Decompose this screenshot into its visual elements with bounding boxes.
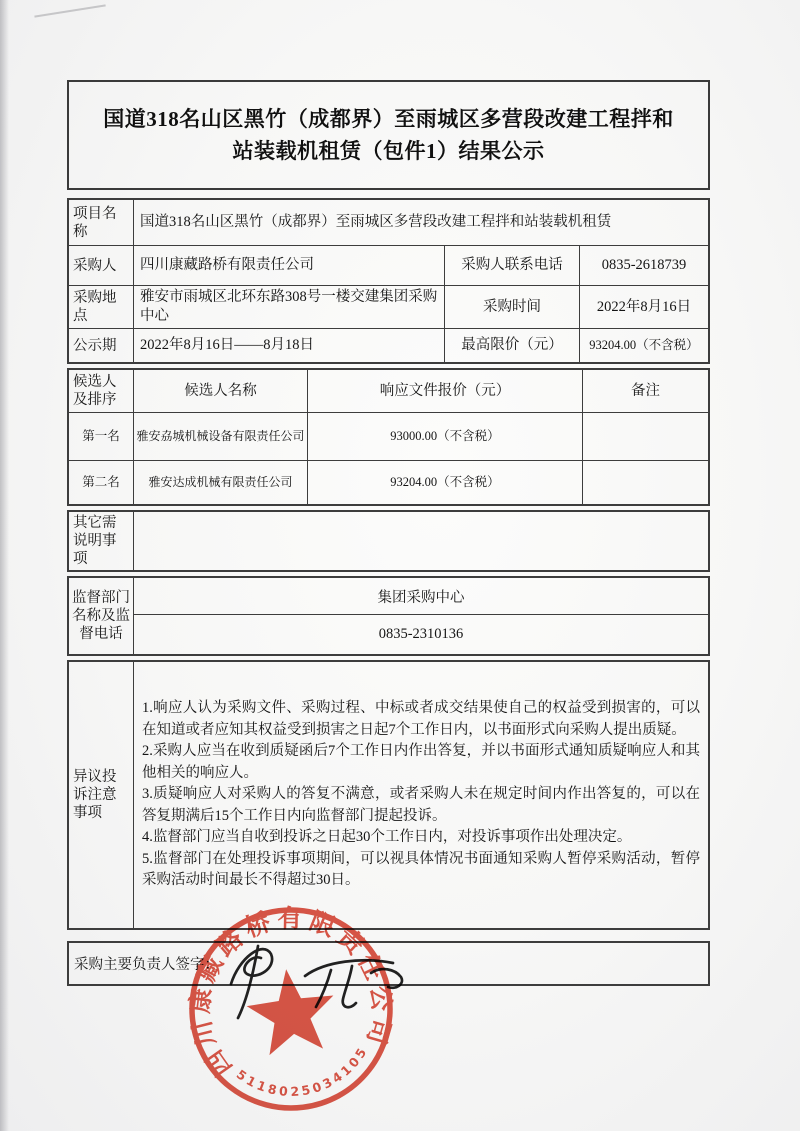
candidates-col-name: 候选人名称 [133, 370, 307, 412]
objection-text-cell [133, 662, 708, 928]
supervision-section [67, 576, 710, 656]
candidates-section [67, 368, 710, 506]
max-price-label: 最高限价（元） [444, 329, 579, 362]
location-value: 雅安市雨城区北环东路308号一楼交建集团采购中心 [133, 286, 444, 328]
candidates-col-note: 备注 [582, 370, 708, 412]
other-notes-label: 其它需说明事项 [73, 515, 117, 567]
objection-item-5: 5.监督部门在处理投诉事项期间，可以视具体情况书面通知采购人暂停采购活动，暂停采购活动时间最长不得超过30日。 [142, 850, 700, 889]
max-price-value: 93204.00（不含税） [579, 329, 708, 362]
candidate-1-note [582, 413, 708, 460]
objection-item-1: 1.响应人认为采购文件、采购过程、中标或者成交结果使自己的权益受到损害的，可以在知道或者应知其权益受到损害之日起7个工作日内，以书面形式向采购人提出质疑。 [142, 700, 700, 738]
svg-text:5118025034105 [231, 1041, 375, 1106]
document-title-box [67, 80, 710, 190]
publicity-period-value: 2022年8月16日——8月18日 [133, 329, 444, 362]
purchase-time-value: 2022年8月16日 [579, 286, 708, 328]
candidates-col-price: 响应文件报价（元） [307, 370, 582, 412]
candidate-1-price: 93000.00（不含税） [307, 413, 582, 460]
candidate-row-2 [69, 460, 708, 504]
objection-item-4: 4.监督部门应当自收到投诉之日起30个工作日内，对投诉事项作出处理决定。 [142, 829, 632, 846]
supervision-phone-value: 0835-2310136 [133, 614, 708, 654]
objection-item-3: 3.质疑响应人对采购人的答复不满意，或者采购人未在规定时间内作出答复的，可以在答复期满后15个工作日内向监督部门提起投诉。 [142, 786, 700, 824]
candidate-row-1 [69, 412, 708, 460]
candidate-2-name: 雅安达成机械有限责任公司 [133, 461, 307, 504]
signature-label: 采购主要负责人签字： [74, 957, 219, 973]
seal-serial-number: 5118025034105 [233, 1042, 371, 1100]
purchaser-phone-label: 采购人联系电话 [444, 246, 579, 285]
other-notes-value [133, 512, 708, 570]
purchaser-value: 四川康藏路桥有限责任公司 [133, 246, 444, 285]
seal-company-text: 四川康藏路桥有限责任公司 [186, 905, 395, 1081]
candidate-2-note [582, 461, 708, 504]
scan-edge-shadow [0, 0, 9, 1131]
purchaser-label: 采购人 [73, 257, 117, 274]
document-title-line2: 站装载机租赁（包件1）结果公示 [232, 139, 545, 163]
candidate-2-price: 93204.00（不含税） [307, 461, 582, 504]
project-name-label: 项目名称 [73, 205, 117, 240]
supervision-label: 监督部门名称及监督电话 [72, 590, 130, 642]
location-label: 采购地点 [73, 290, 117, 324]
candidate-1-rank: 第一名 [82, 429, 120, 443]
document-title-line1: 国道318名山区黑竹（成都界）至雨城区多营段改建工程拌和 [103, 107, 674, 131]
purchaser-phone-value: 0835-2618739 [579, 246, 708, 285]
objection-item-2: 2.采购人应当在收到质疑函后7个工作日内作出答复，并以书面形式通知质疑响应人和其他相关的响应人。 [142, 743, 700, 781]
supervision-dept-value: 集团采购中心 [133, 578, 708, 614]
project-info-section [67, 198, 710, 364]
announcement-table [67, 80, 710, 986]
handwritten-signature [213, 928, 453, 1023]
purchase-time-label: 采购时间 [444, 286, 579, 328]
other-notes-section [67, 510, 710, 572]
candidate-1-name: 雅安劦城机械设备有限责任公司 [133, 413, 307, 460]
candidates-label: 候选人及排序 [73, 374, 117, 408]
candidate-2-rank: 第二名 [82, 475, 120, 489]
publicity-period-label: 公示期 [73, 337, 117, 354]
objection-label: 异议投诉注意事项 [73, 769, 117, 821]
paper-fold-mark [34, 4, 105, 17]
project-name-value: 国道318名山区黑竹（成都界）至雨城区多营段改建工程拌和站装载机租赁 [133, 200, 708, 245]
objection-section [67, 660, 710, 930]
